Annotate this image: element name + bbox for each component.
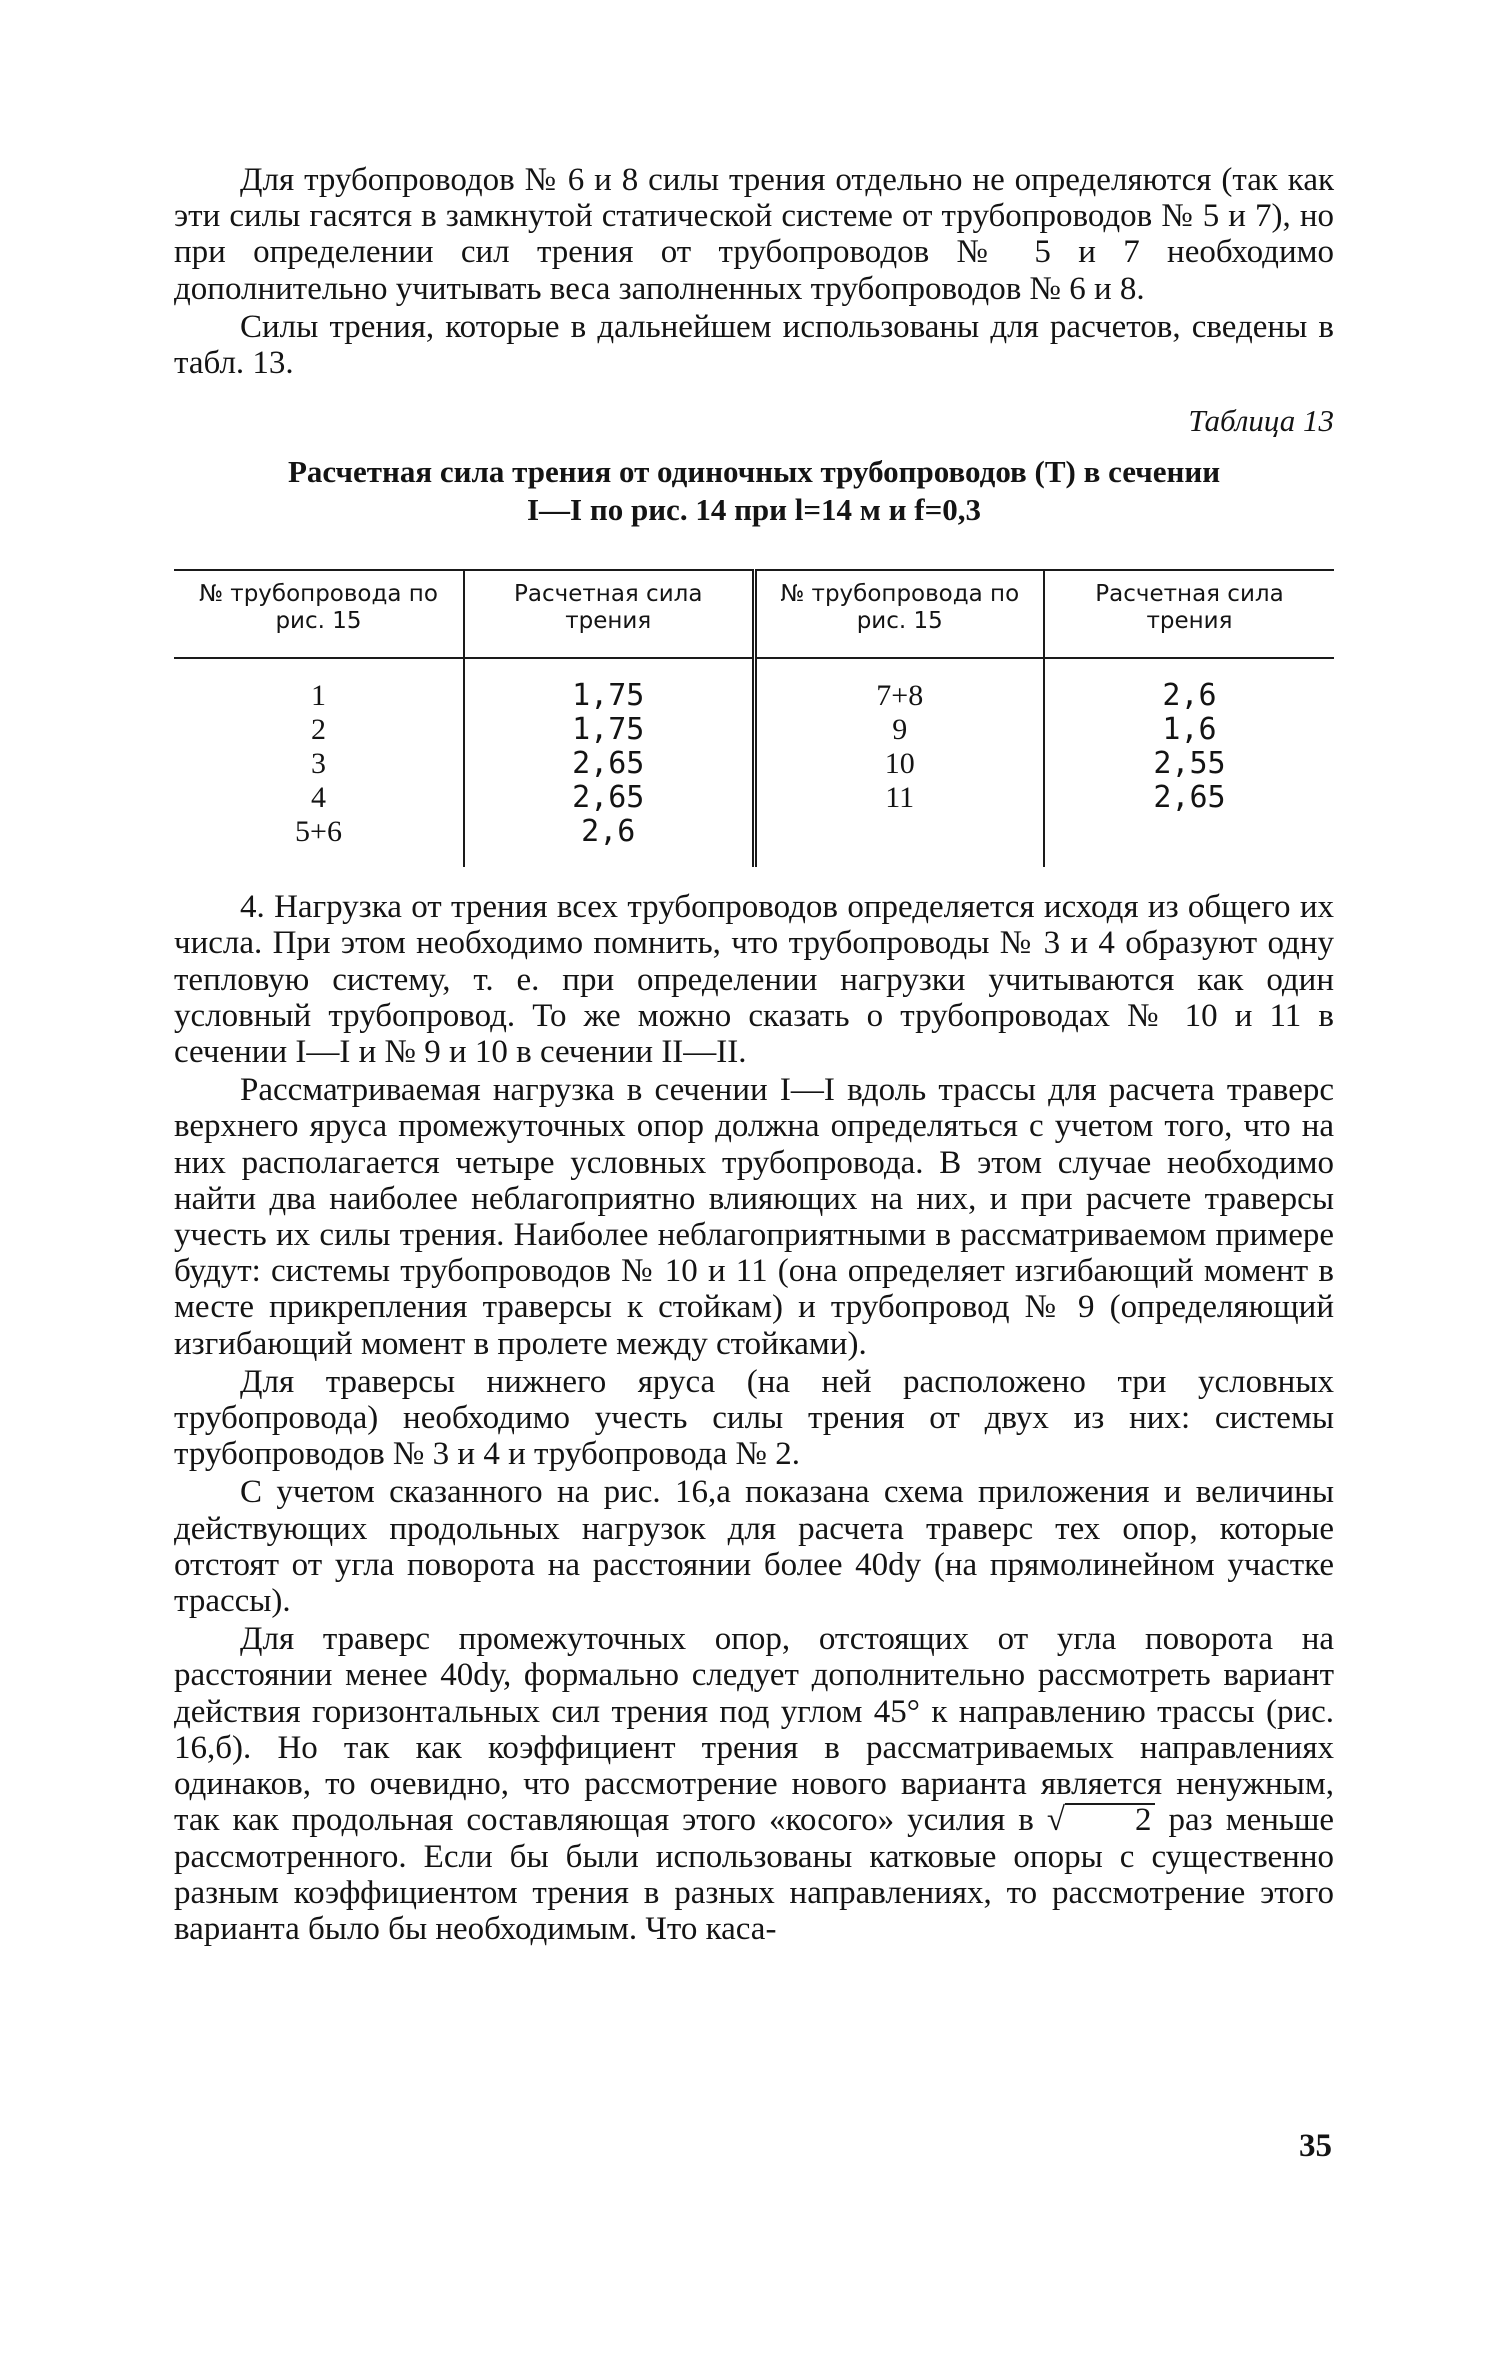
paragraph-1: Для трубопроводов № 6 и 8 силы трения отдельно не определяются (так как эти силы гасятся в замкнутой статической системе от трубопроводов № 5 и 7), но при определении сил трения от трубопроводов № 5 и 7 необходимо дополнительно учитывать веса заполненных трубопроводов № 6 и 8. — [174, 162, 1334, 307]
paragraph-2: Силы трения, которые в дальнейшем использованы для расчетов, сведены в табл. 13. — [174, 308, 1334, 382]
col-friction-1 — [464, 658, 754, 867]
table-cell: 1 — [311, 679, 326, 713]
table-cell: 3 — [311, 747, 326, 781]
table-cell: 1,75 — [572, 678, 645, 714]
table-cell: 2,65 — [1153, 780, 1226, 816]
table-cell: 1,6 — [1162, 712, 1217, 748]
table-caption-line1: Расчетная сила трения от одиночных трубопроводов (T) в сечении — [287, 454, 1221, 490]
paragraph-7 — [174, 1621, 1334, 1947]
table-cell: 2,65 — [572, 780, 645, 816]
paragraph-5: Для траверсы нижнего яруса (на ней расположено три условных трубопровода) необходимо учесть силы трения от двух из них: системы трубопроводов № 3 и 4 и трубопровода № 2. — [174, 1363, 1334, 1473]
col-pipe-number-2 — [754, 658, 1044, 867]
paragraph-3: 4. Нагрузка от трения всех трубопроводов определяется исходя из общего их числа. При этом необходимо помнить, что трубопроводы № 3 и 4 образуют одну тепловую систему, т. е. при определении нагрузки учитываются как один условный трубопровод. То же можно сказать о трубопроводах № 10 и 11 в сечении I—I и № 9 и 10 в сечении II—II. — [174, 889, 1334, 1071]
table-label: Таблица 13 — [1188, 403, 1334, 439]
friction-table — [174, 569, 1334, 867]
sqrt-value: 2 — [1065, 1803, 1156, 1835]
table-cell: 7+8 — [876, 679, 924, 713]
table-cell: 9 — [892, 713, 908, 747]
body-text — [174, 889, 1334, 1947]
table-cell: 10 — [884, 747, 915, 781]
header-pipe-number-1: № трубопровода по рис. 15 — [174, 570, 464, 658]
table-cell: 2,65 — [572, 746, 645, 782]
paragraph-4: Рассматриваемая нагрузка в сечении I—I вдоль трассы для расчета траверс верхнего яруса промежуточных опор должна определяться с учетом того, что на них располагается четыре условных трубопровода. В этом случае необходимо найти два наиболее неблагоприятно влияющих на них, и при расчете траверсы учесть их силы трения. Наиболее неблагоприятными в рассматриваемом примере будут: системы трубопроводов № 10 и 11 (она определяет изгибающий момент в месте прикрепления траверсы к стойкам) и трубопровод № 9 (определяющий изгибающий момент в пролете между стойками). — [174, 1072, 1334, 1362]
header-pipe-number-2: № трубопровода по рис. 15 — [754, 570, 1044, 658]
table-cell: 11 — [885, 781, 915, 815]
table-cell: 2,55 — [1153, 746, 1226, 782]
table-cell: 2,6 — [581, 814, 636, 850]
page-content — [174, 162, 1334, 1947]
col-friction-2 — [1044, 658, 1334, 867]
header-friction-1: Расчетная сила трения — [464, 570, 754, 658]
table-cell: 1,75 — [572, 712, 645, 748]
table-cell: 2,6 — [1162, 678, 1217, 714]
paragraph-7-head: Для траверс промежуточных опор, отстоящих от угла поворота на расстоянии менее 40dу, формально следует дополнительно рассмотреть вариант действия горизонтальных сил трения под углом 45° к направлению трассы (рис. 16,б). Но так как коэффициент трения в рассматриваемых направлениях одинаков, то очевидно, что рассмотрение нового варианта является ненужным, так как продольная составляющая этого «косого» усилия в — [174, 1621, 1334, 1839]
paragraph-6: С учетом сказанного на рис. 16,а показана схема приложения и величины действующих продольных нагрузок для расчета траверс тех опор, которые отстоят от угла поворота на расстоянии более 40dу (на прямолинейном участке трассы). — [174, 1474, 1334, 1620]
table-caption-line2: I—I по рис. 14 при l=14 м и f=0,3 — [526, 492, 982, 528]
col-pipe-number-1 — [174, 658, 464, 867]
header-friction-2: Расчетная сила трения — [1044, 570, 1334, 658]
sqrt-sign: √ — [1046, 1802, 1065, 1839]
table-cell: 4 — [311, 781, 326, 815]
table-cell: 5+6 — [295, 815, 342, 849]
table-cell: 2 — [311, 713, 326, 747]
page-number: 35 — [1299, 2128, 1332, 2164]
paragraph-7-tail: раз меньше рассмотренного. Если бы были использованы катковые опоры с существенно разным коэффициентом трения в разных направлениях, то рассмотрение этого варианта было бы необходимым. Что каса- — [174, 1802, 1335, 1947]
